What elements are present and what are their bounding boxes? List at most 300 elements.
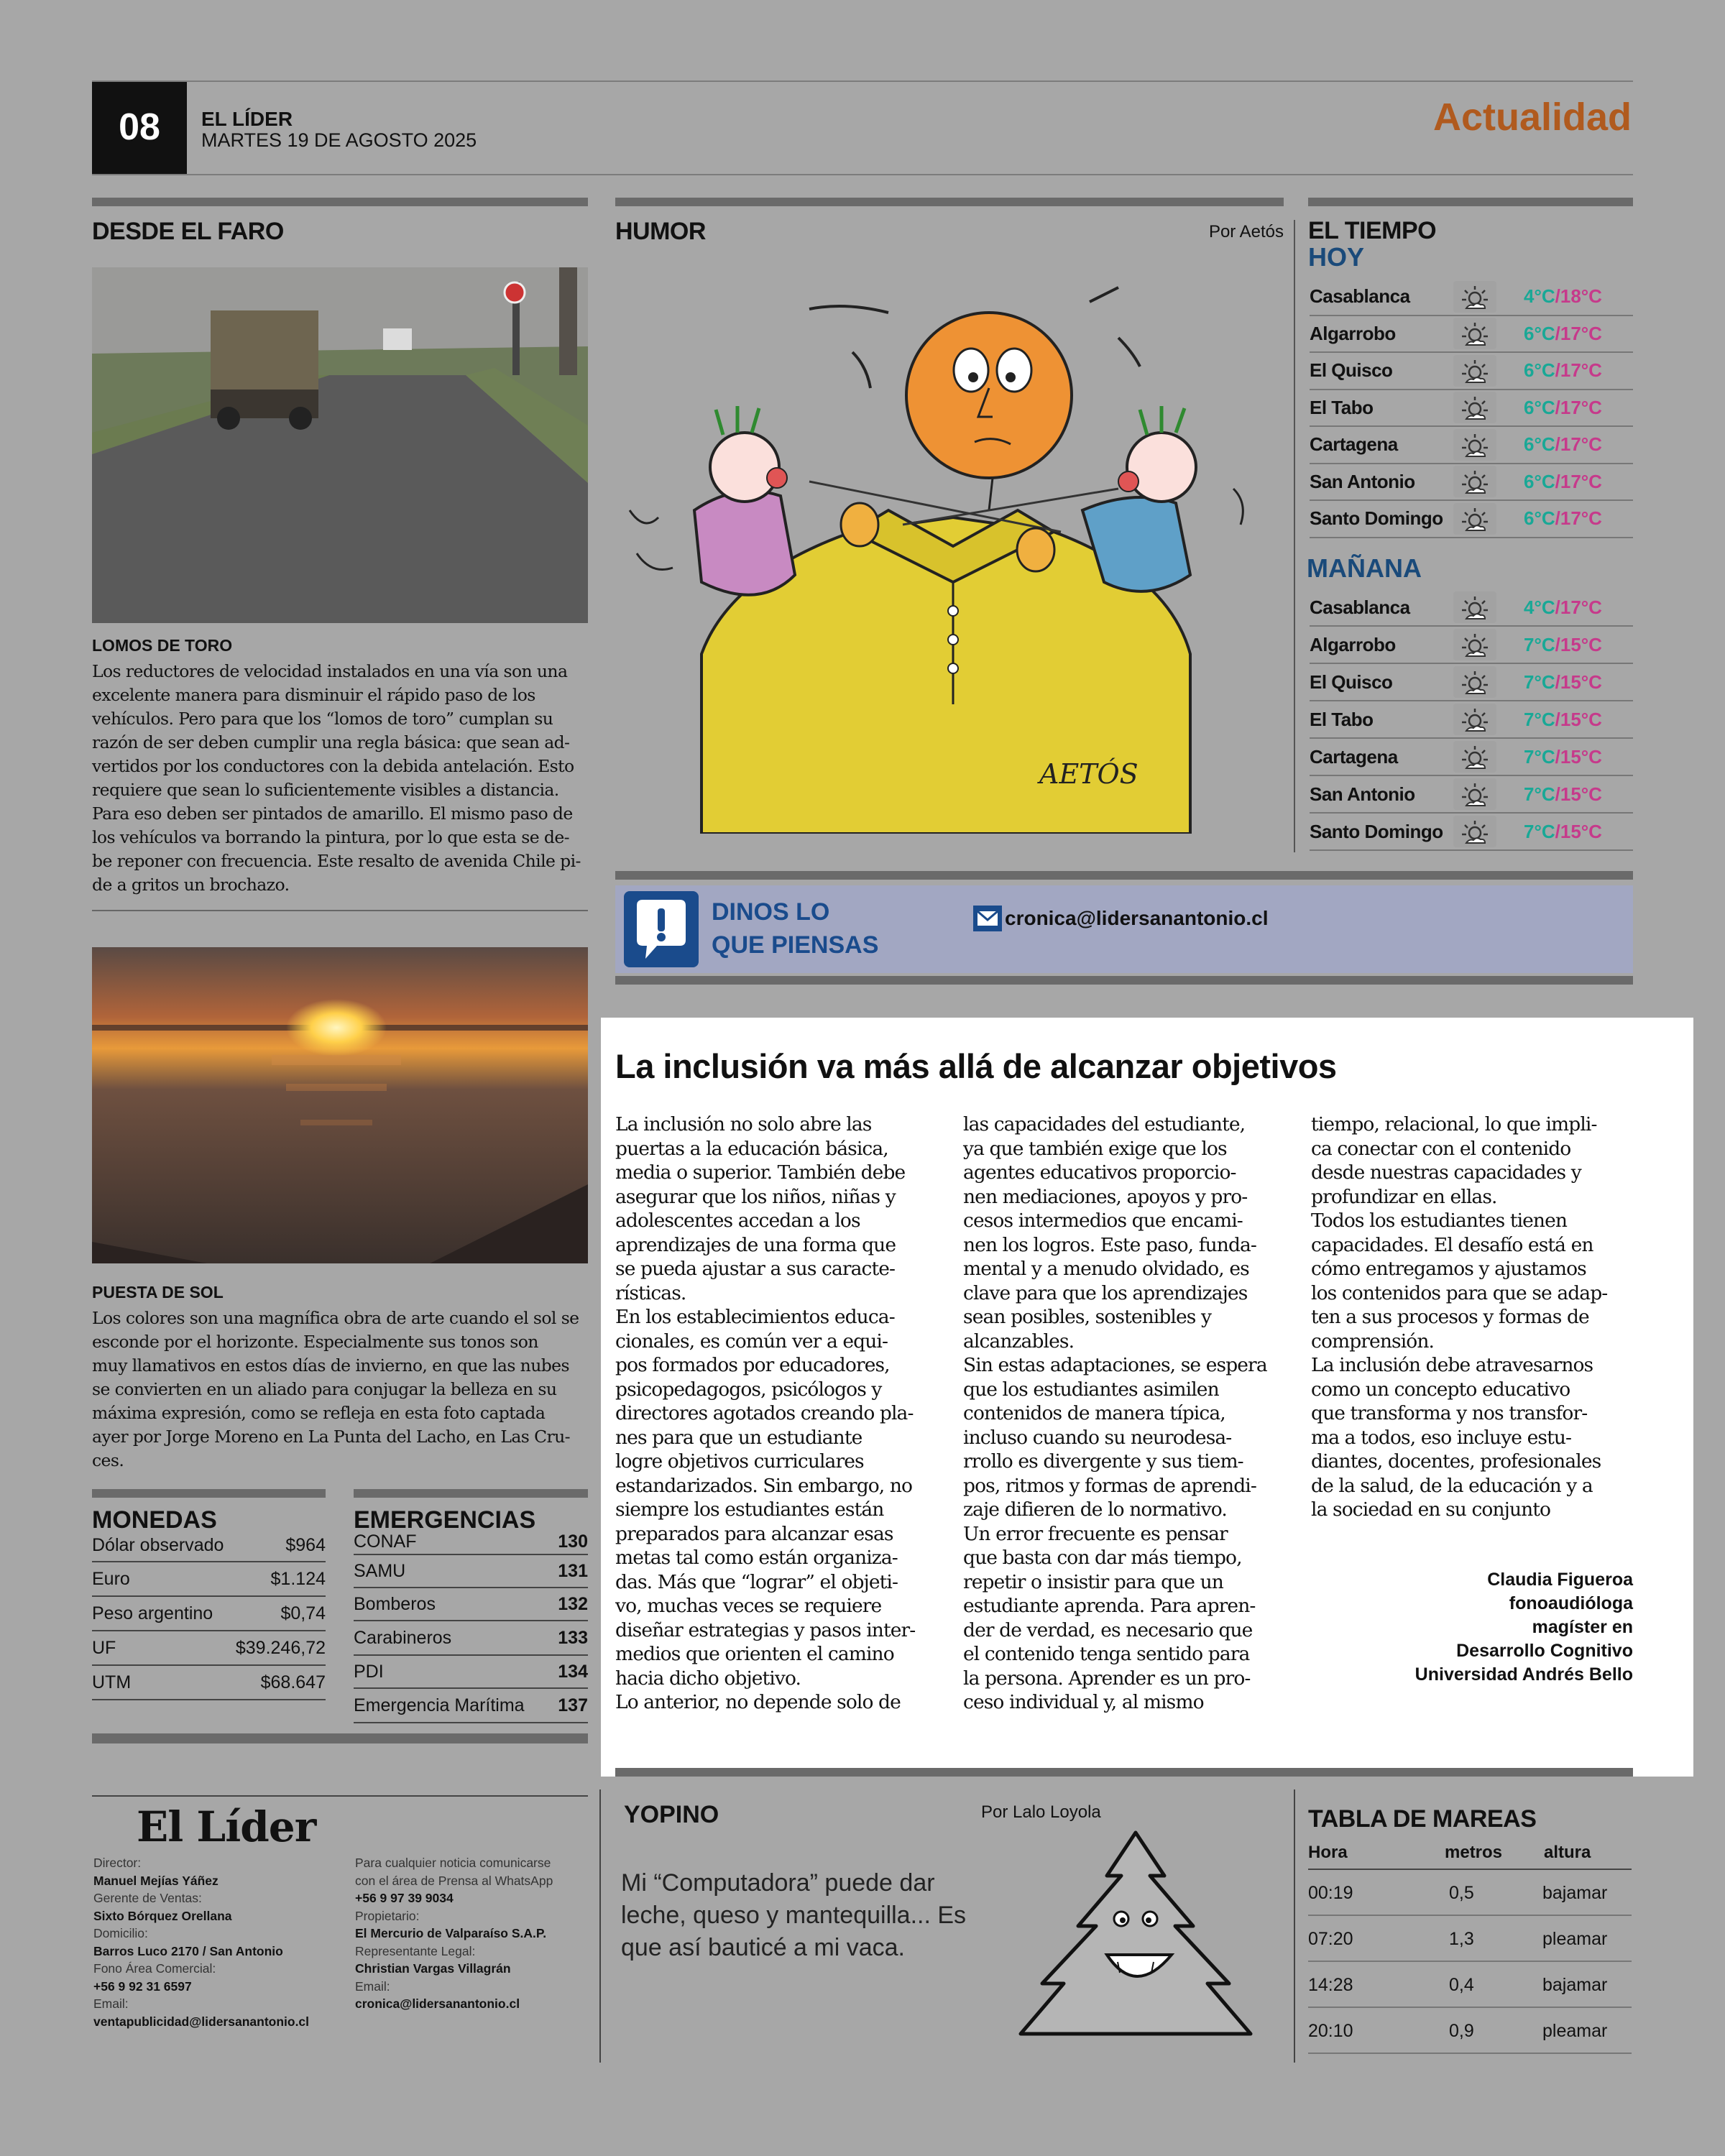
- weather-tomorrow-list: [1310, 589, 1633, 855]
- exclamation-icon: [624, 891, 699, 967]
- weather-temp: [1524, 323, 1602, 345]
- currency-name: Dólar observado: [92, 1534, 224, 1555]
- temp-min: 4°C: [1524, 285, 1555, 308]
- paper-name: EL LÍDER: [201, 108, 293, 130]
- masthead-rule: [92, 1795, 588, 1797]
- table-row: [92, 1631, 326, 1666]
- weather-city: El Quisco: [1310, 671, 1393, 693]
- article-line: diantes, docentes, profesionales: [1311, 1450, 1601, 1473]
- credit-label: Gerente de Ventas:: [93, 1891, 202, 1905]
- weather-row: [1310, 390, 1633, 428]
- cartoon-signature: AETÓS: [1039, 758, 1138, 790]
- article-line: La inclusión no solo abre las: [615, 1113, 872, 1135]
- service-name: PDI: [354, 1661, 384, 1682]
- masthead-logo: El Líder: [137, 1802, 316, 1851]
- text-line: vehículos. Pero para que los “lomos de toro” cumplan su: [92, 709, 553, 729]
- credit-label: Para cualquier noticia comunicarse: [355, 1856, 551, 1870]
- article-line: zaje difieren de lo normativo.: [963, 1498, 1227, 1521]
- table-row: [92, 1597, 326, 1631]
- sun-cloud-icon: [1453, 666, 1496, 698]
- dinos-top-bar: [615, 871, 1633, 880]
- humor-byline: Por Aetós: [1208, 221, 1284, 241]
- weather-temp: [1524, 709, 1602, 731]
- dinos-email[interactable]: cronica@lidersanantonio.cl: [1005, 907, 1269, 929]
- article-line: clave para que los aprendizajes: [963, 1281, 1248, 1304]
- tide-metros: 0,9: [1449, 2020, 1474, 2041]
- temp-max: /17°C: [1555, 596, 1602, 618]
- service-name: Carabineros: [354, 1627, 452, 1648]
- article-line: puertas a la educación básica,: [615, 1137, 888, 1160]
- text-line: ayer por Jorge Moreno en La Punta del Lacho, en Las Cru-: [92, 1427, 571, 1447]
- article-line: contenidos de manera típica,: [963, 1402, 1225, 1424]
- article-line: logre objetivos curriculares: [615, 1450, 864, 1473]
- tide-metros: 0,5: [1449, 1882, 1474, 1903]
- temp-max: /18°C: [1555, 285, 1602, 308]
- article-title: La inclusión va más allá de alcanzar objetivos: [615, 1047, 1337, 1085]
- monedas-bar: [92, 1489, 326, 1498]
- article-line: medios que orienten el camino: [615, 1643, 894, 1665]
- service-number: 130: [558, 1531, 588, 1552]
- text-line: excelente manera para disminuir el rápido paso de los: [92, 685, 535, 705]
- tides-header-row: [1308, 1840, 1632, 1870]
- temp-max: /17°C: [1555, 433, 1602, 456]
- article-line: alcanzables.: [963, 1330, 1075, 1353]
- weather-city: El Tabo: [1310, 396, 1374, 418]
- weather-temp: [1524, 746, 1602, 768]
- weather-heading: EL TIEMPO: [1308, 217, 1437, 244]
- sun-cloud-icon: [1453, 704, 1496, 735]
- tides-col-altura: altura: [1544, 1843, 1591, 1862]
- service-number: 132: [558, 1593, 588, 1614]
- credit-email[interactable]: ventapublicidad@lidersanantonio.cl: [93, 2014, 310, 2029]
- emergencias-heading: EMERGENCIAS: [354, 1506, 536, 1534]
- sunset-title: PUESTA DE SOL: [92, 1283, 224, 1302]
- article-line: comprensión.: [1311, 1330, 1435, 1353]
- weather-row: [1310, 739, 1633, 776]
- tide-row: [1308, 1871, 1632, 1916]
- sun-cloud-icon: [1453, 392, 1496, 423]
- weather-temp: [1524, 634, 1602, 656]
- sun-cloud-icon: [1453, 318, 1496, 349]
- table-row: [354, 1555, 588, 1588]
- temp-max: /15°C: [1555, 633, 1602, 655]
- article-line: los contenidos para que se adap-: [1311, 1281, 1608, 1304]
- signature-line: Desarrollo Cognitivo: [1456, 1641, 1633, 1661]
- article-line: ya que también exige que los: [963, 1137, 1227, 1160]
- sun-cloud-icon: [1453, 503, 1496, 535]
- weather-row: [1310, 316, 1633, 354]
- page-number: 08: [92, 80, 187, 174]
- article-line: sean posibles, sostenibles y: [963, 1306, 1212, 1328]
- article-line: ca conectar con el contenido: [1311, 1137, 1571, 1160]
- weather-row: [1310, 589, 1633, 627]
- weather-row: [1310, 776, 1633, 814]
- yopino-heading: YOPINO: [624, 1801, 719, 1828]
- weather-temp: [1524, 507, 1602, 530]
- emergencias-table: [354, 1489, 588, 1723]
- sun-cloud-icon: [1453, 629, 1496, 660]
- temp-min: 7°C: [1524, 708, 1555, 730]
- article-line: media o superior. También debe: [615, 1161, 906, 1184]
- weather-temp: [1524, 433, 1602, 456]
- article-column-3: [1311, 1112, 1631, 1522]
- currency-value: $1.124: [270, 1568, 326, 1589]
- temp-max: /15°C: [1555, 745, 1602, 768]
- weather-row: [1310, 701, 1633, 739]
- currency-value: $39.246,72: [235, 1637, 326, 1658]
- currency-value: $964: [285, 1534, 326, 1555]
- table-row: [92, 1529, 326, 1562]
- article-line: nen los logros. Este paso, funda-: [963, 1233, 1256, 1256]
- article-line: hacia dicho objetivo.: [615, 1667, 801, 1690]
- weather-panel: [1308, 198, 1633, 271]
- article-line: pos formados por educadores,: [615, 1354, 890, 1376]
- weather-row: [1310, 279, 1633, 316]
- article-line: der de verdad, es necesario que: [963, 1618, 1253, 1641]
- article-line: pos, ritmos y formas de aprendi-: [963, 1474, 1256, 1497]
- table-row: [354, 1621, 588, 1656]
- temp-max: /15°C: [1555, 820, 1602, 842]
- lomos-title: LOMOS DE TORO: [92, 636, 233, 655]
- mail-icon: [973, 906, 1002, 931]
- service-name: Bomberos: [354, 1593, 436, 1614]
- article-line: de la salud, de la educación y a: [1311, 1474, 1593, 1497]
- temp-max: /17°C: [1555, 396, 1602, 418]
- weather-divider: [1294, 220, 1295, 852]
- temp-min: 7°C: [1524, 671, 1555, 693]
- credit-label: Propietario:: [355, 1908, 420, 1923]
- article-line: las capacidades del estudiante,: [963, 1113, 1246, 1135]
- article-line: que basta con dar más tiempo,: [963, 1547, 1242, 1569]
- humor-heading: HUMOR: [615, 218, 706, 245]
- currency-name: UF: [92, 1637, 116, 1658]
- article-line: nes para que un estudiante: [615, 1426, 862, 1449]
- article-line: ma a todos, eso incluye estu-: [1311, 1426, 1572, 1449]
- temp-min: 6°C: [1524, 359, 1555, 382]
- text-line: be reponer con frecuencia. Este resalto de avenida Chile pi-: [92, 851, 581, 871]
- article-bottom-bar: [615, 1768, 1633, 1777]
- temp-max: /17°C: [1555, 322, 1602, 344]
- article-line: la sociedad en su conjunto: [1311, 1498, 1551, 1521]
- tide-row: [1308, 2009, 1632, 2054]
- tides-heading: TABLA DE MAREAS: [1308, 1805, 1537, 1833]
- weather-row: [1310, 627, 1633, 664]
- credit-value: El Mercurio de Valparaíso S.A.P.: [355, 1926, 547, 1940]
- temp-min: 6°C: [1524, 433, 1555, 456]
- article-line: La inclusión debe atravesarnos: [1311, 1354, 1593, 1376]
- temp-max: /17°C: [1555, 470, 1602, 492]
- text-line: ces.: [92, 1450, 124, 1470]
- credit-label: Representante Legal:: [355, 1943, 476, 1958]
- article-line: metas tal como están organiza-: [615, 1547, 898, 1569]
- weather-today-list: [1310, 279, 1633, 538]
- article-line: psicopedagogos, psicólogos y: [615, 1378, 882, 1401]
- table-row: [92, 1666, 326, 1700]
- article-line: Lo anterior, no depende solo de: [615, 1691, 901, 1713]
- currency-name: Euro: [92, 1568, 130, 1589]
- weather-row: [1310, 664, 1633, 701]
- weather-temp: [1524, 596, 1602, 619]
- credit-email[interactable]: cronica@lidersanantonio.cl: [355, 1996, 520, 2011]
- footer-divider-right: [1294, 1789, 1295, 2063]
- monedas-table: [92, 1489, 326, 1700]
- sun-cloud-icon: [1453, 466, 1496, 497]
- service-name: CONAF: [354, 1531, 417, 1552]
- text-line: muy llamativos en estos días de invierno, en que las nubes: [92, 1355, 569, 1376]
- sun-cloud-icon: [1453, 429, 1496, 461]
- temp-min: 7°C: [1524, 820, 1555, 842]
- currency-value: $68.647: [260, 1672, 326, 1692]
- article-line: incluso cuando su neurodesa-: [963, 1426, 1232, 1449]
- left-bottom-bar: [92, 1733, 588, 1743]
- weather-city: Algarrobo: [1310, 322, 1396, 344]
- weather-today-label: HOY: [1308, 242, 1365, 272]
- speed-bump-photo: [92, 267, 588, 623]
- weather-city: San Antonio: [1310, 783, 1415, 805]
- humor-column: [615, 198, 1284, 246]
- signature-line: fonoaudióloga: [1509, 1593, 1633, 1613]
- dinos-line: QUE PIENSAS: [712, 931, 879, 959]
- credit-value: +56 9 92 31 6597: [93, 1978, 192, 1994]
- weather-city: Cartagena: [1310, 433, 1398, 456]
- credit-value: Sixto Bórquez Orellana: [93, 1908, 232, 1923]
- service-name: Emergencia Marítima: [354, 1695, 525, 1715]
- service-number: 133: [558, 1627, 588, 1648]
- humor-cartoon: [615, 273, 1284, 834]
- sun-cloud-icon: [1453, 591, 1496, 623]
- weather-temp: [1524, 359, 1602, 382]
- credit-label: con el área de Prensa al WhatsApp: [355, 1873, 553, 1888]
- article-line: Todos los estudiantes tienen: [1311, 1210, 1568, 1232]
- table-row: [354, 1656, 588, 1689]
- weather-city: El Quisco: [1310, 359, 1393, 382]
- pine-cartoon: [1013, 1825, 1258, 2048]
- credit-label: Email:: [93, 1996, 129, 2011]
- sun-cloud-icon: [1453, 816, 1496, 847]
- faro-bar: [92, 198, 588, 206]
- weather-temp: [1524, 783, 1602, 806]
- sun-cloud-icon: [1453, 281, 1496, 313]
- article-line: aprendizajes de una forma que: [615, 1233, 896, 1256]
- tide-hora: 00:19: [1308, 1882, 1353, 1903]
- weather-city: Casablanca: [1310, 596, 1410, 618]
- weather-city: El Tabo: [1310, 708, 1374, 730]
- tide-altura: pleamar: [1542, 1928, 1608, 1949]
- temp-max: /17°C: [1555, 507, 1602, 530]
- weather-row: [1310, 464, 1633, 502]
- article-line: mental y a menudo olvidado, es: [963, 1258, 1249, 1280]
- weather-temp: [1524, 285, 1602, 308]
- credit-label: Domicilio:: [93, 1926, 148, 1940]
- article-line: estudiante aprenda. Para apren-: [963, 1595, 1256, 1617]
- weather-row: [1310, 427, 1633, 464]
- temp-min: 7°C: [1524, 745, 1555, 768]
- table-row: [354, 1689, 588, 1723]
- text-line: de a gritos un brochazo.: [92, 875, 290, 895]
- service-number: 131: [558, 1560, 588, 1581]
- signature-line: Claudia Figueroa: [1487, 1570, 1633, 1590]
- article-line: cómo entregamos y ajustamos: [1311, 1258, 1586, 1280]
- faro-divider: [92, 910, 588, 911]
- tide-altura: bajamar: [1542, 1974, 1608, 1995]
- signature-line: Universidad Andrés Bello: [1414, 1664, 1633, 1685]
- credit-value: Barros Luco 2170 / San Antonio: [93, 1943, 283, 1958]
- weather-city: Algarrobo: [1310, 633, 1396, 655]
- service-number: 137: [558, 1695, 588, 1715]
- weather-tomorrow-label: MAÑANA: [1307, 553, 1422, 583]
- article-line: cesos intermedios que encami-: [963, 1210, 1243, 1232]
- faro-column: [92, 198, 588, 246]
- weather-city: Santo Domingo: [1310, 507, 1443, 530]
- article-line: rrollo es divergente y sus tiem-: [963, 1450, 1243, 1473]
- tide-metros: 0,4: [1449, 1974, 1474, 1995]
- yopino-text: [621, 1867, 966, 1964]
- article-line: das. Más que “lograr” el objeti-: [615, 1570, 898, 1593]
- article-line: adolescentes accedan a los: [615, 1210, 860, 1232]
- article-line: como un concepto educativo: [1311, 1378, 1570, 1401]
- temp-min: 6°C: [1524, 507, 1555, 530]
- temp-min: 6°C: [1524, 470, 1555, 492]
- article-signature: [1415, 1568, 1633, 1687]
- credit-value: Manuel Mejías Yáñez: [93, 1873, 218, 1888]
- article-line: diseñar estrategias y pasos inter-: [615, 1618, 916, 1641]
- article-line: ceso individual y, al mismo: [963, 1691, 1204, 1713]
- article-line: ten a sus procesos y formas de: [1311, 1306, 1589, 1328]
- article-line: tiempo, relacional, lo que impli-: [1311, 1113, 1597, 1135]
- currency-name: Peso argentino: [92, 1603, 213, 1623]
- temp-min: 6°C: [1524, 396, 1555, 418]
- tide-altura: pleamar: [1542, 2020, 1608, 2041]
- temp-min: 7°C: [1524, 633, 1555, 655]
- article-line: desde nuestras capacidades y: [1311, 1161, 1581, 1184]
- service-number: 134: [558, 1661, 588, 1682]
- footer-divider-left: [599, 1789, 601, 2063]
- dinos-title: [712, 895, 878, 962]
- header-top-rule: [92, 80, 1633, 82]
- weather-city: Santo Domingo: [1310, 820, 1443, 842]
- text-line: máxima expresión, como se refleja en esta foto captada: [92, 1403, 546, 1423]
- article-line: repetir o insistir para que un: [963, 1570, 1223, 1593]
- text-line: Los reductores de velocidad instalados en una vía son una: [92, 661, 568, 681]
- tides-col-hora: Hora: [1308, 1843, 1348, 1862]
- emergencias-bar: [354, 1489, 588, 1498]
- credit-label: Director:: [93, 1856, 142, 1870]
- text-line: que así bauticé a mi vaca.: [621, 1934, 906, 1961]
- article-line: que los estudiantes asimilen: [963, 1378, 1219, 1401]
- article-line: rísticas.: [615, 1281, 686, 1304]
- text-line: se convierten en un aliado para conjugar la belleza en su: [92, 1379, 557, 1399]
- sun-cloud-icon: [1453, 778, 1496, 810]
- temp-min: 7°C: [1524, 783, 1555, 805]
- tide-row: [1308, 1917, 1632, 1962]
- article-line: se pueda ajustar a sus caracte-: [615, 1258, 896, 1280]
- article-line: agentes educativos proporcio-: [963, 1161, 1236, 1184]
- dinos-email-link[interactable]: [973, 906, 1269, 931]
- sunset-text: [92, 1307, 595, 1473]
- masthead-right: [355, 1854, 592, 2013]
- article-line: profundizar en ellas.: [1311, 1185, 1497, 1208]
- sunset-photo: [92, 947, 588, 1263]
- article-line: Sin estas adaptaciones, se espera: [963, 1354, 1267, 1376]
- header-bottom-rule: [92, 174, 1633, 175]
- credit-value: +56 9 97 39 9034: [355, 1891, 454, 1905]
- weather-city: San Antonio: [1310, 470, 1415, 492]
- credit-label: Email:: [355, 1978, 390, 1994]
- tide-row: [1308, 1963, 1632, 2008]
- dinos-banner: [615, 885, 1633, 973]
- text-line: esconde por el horizonte. Especialmente sus tonos son: [92, 1332, 538, 1352]
- temp-max: /15°C: [1555, 671, 1602, 693]
- table-row: [354, 1588, 588, 1621]
- tide-metros: 1,3: [1449, 1928, 1474, 1949]
- weather-row: [1310, 814, 1633, 851]
- tide-hora: 14:28: [1308, 1974, 1353, 1995]
- weather-temp: [1524, 471, 1602, 493]
- article-line: cionales, es común ver a equi-: [615, 1330, 888, 1353]
- article-line: Un error frecuente es pensar: [963, 1522, 1228, 1545]
- article-line: asegurar que los niños, niñas y: [615, 1185, 896, 1208]
- temp-max: /15°C: [1555, 708, 1602, 730]
- credit-label: Fono Área Comercial:: [93, 1961, 216, 1976]
- weather-row: [1310, 501, 1633, 538]
- sun-cloud-icon: [1453, 741, 1496, 773]
- service-name: SAMU: [354, 1560, 406, 1581]
- article-line: siempre los estudiantes están: [615, 1498, 884, 1521]
- article-line: nen mediaciones, apoyos y pro-: [963, 1185, 1248, 1208]
- article-column-1: [615, 1112, 935, 1715]
- article-line: directores agotados creando pla-: [615, 1402, 914, 1424]
- text-line: los vehículos va borrando la pintura, por lo que esta se de-: [92, 827, 569, 847]
- sun-cloud-icon: [1453, 355, 1496, 387]
- tides-col-metros: metros: [1445, 1843, 1503, 1862]
- text-line: razón de ser deben cumplir una regla básica: que sean ad-: [92, 732, 570, 752]
- weather-temp: [1524, 821, 1602, 843]
- tides-table: [1308, 1871, 1632, 2058]
- text-line: vertidos por los conductores con la debida antelación. Esto: [92, 756, 574, 776]
- temp-min: 4°C: [1524, 596, 1555, 618]
- weather-city: Cartagena: [1310, 745, 1398, 768]
- weather-temp: [1524, 397, 1602, 419]
- weather-bar: [1308, 198, 1633, 206]
- text-line: Mi “Computadora” puede dar: [621, 1869, 935, 1897]
- dinos-line: DINOS LO: [712, 898, 830, 926]
- article-line: la persona. Aprender es un pro-: [963, 1667, 1251, 1690]
- signature-line: magíster en: [1532, 1617, 1633, 1637]
- credit-value: Christian Vargas Villagrán: [355, 1961, 511, 1976]
- article-column-2: [963, 1112, 1283, 1715]
- yopino-byline: Por Lalo Loyola: [981, 1802, 1101, 1822]
- monedas-heading: MONEDAS: [92, 1506, 217, 1534]
- article-line: vo, muchas veces se requiere: [615, 1595, 882, 1617]
- faro-heading: DESDE EL FARO: [92, 218, 284, 245]
- currency-value: $0,74: [280, 1603, 326, 1623]
- text-line: requiere que sean lo suficientemente visibles a distancia.: [92, 780, 559, 800]
- article-line: capacidades. El desafío está en: [1311, 1233, 1593, 1256]
- tide-hora: 20:10: [1308, 2020, 1353, 2041]
- humor-bar: [615, 198, 1284, 206]
- tide-altura: bajamar: [1542, 1882, 1608, 1903]
- weather-city: Casablanca: [1310, 285, 1410, 308]
- table-row: [92, 1562, 326, 1597]
- temp-max: /15°C: [1555, 783, 1602, 805]
- section-title: Actualidad: [1432, 96, 1632, 139]
- article-line: que transforma y nos transfor-: [1311, 1402, 1588, 1424]
- temp-min: 6°C: [1524, 322, 1555, 344]
- text-line: Para eso deben ser pintados de amarillo. El mismo paso de: [92, 803, 573, 824]
- temp-max: /17°C: [1555, 359, 1602, 382]
- tide-hora: 07:20: [1308, 1928, 1353, 1949]
- article-line: En los establecimientos educa-: [615, 1306, 895, 1328]
